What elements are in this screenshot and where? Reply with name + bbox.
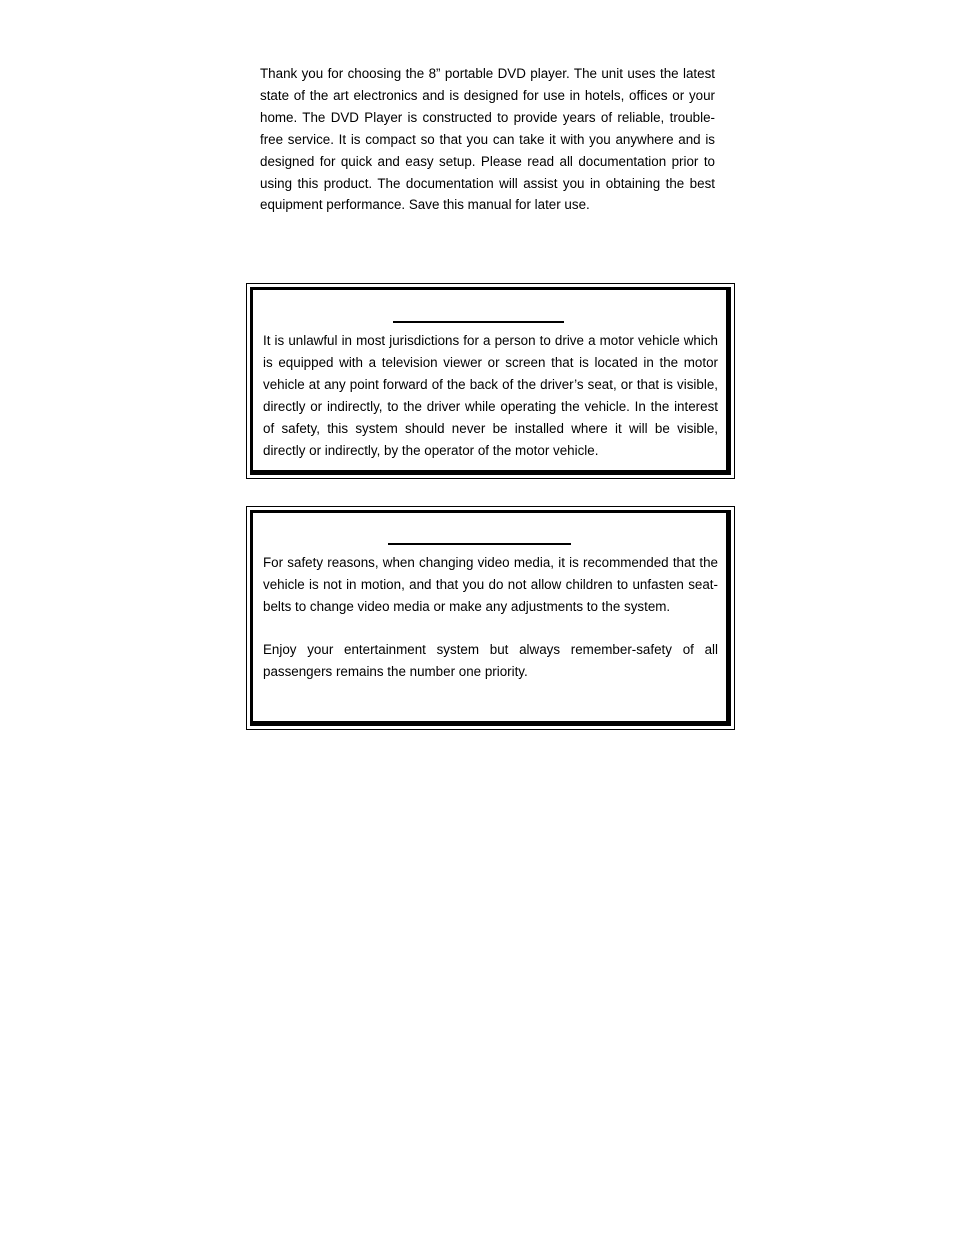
safety-paragraph-2: Enjoy your entertainment system but always remember-safety of all passengers remains the number one priority. — [263, 642, 718, 680]
safety-heading-underline — [388, 543, 571, 545]
warning-box — [246, 283, 735, 479]
safety-paragraph-1: For safety reasons, when changing video media, it is recommended that the vehicle is not in motion, and that you do not allow children to unfasten seat-belts to change video media or make any adjustments to the system. — [263, 555, 718, 614]
safety-box — [246, 506, 735, 730]
paragraph-spacer — [263, 618, 718, 640]
safety-box-frame — [250, 510, 731, 726]
safety-text — [263, 552, 718, 683]
warning-heading-underline — [393, 321, 564, 323]
warning-box-frame — [250, 287, 731, 475]
warning-text: It is unlawful in most jurisdictions for a person to drive a motor vehicle which is equipped with a television viewer or screen that is located in the motor vehicle at any point forward of the back of the driver’s seat, or that is visible, directly or indirectly, to the driver while operating the vehicle. In the interest of safety, this system should never be installed where it will be visible, directly or indirectly, by the operator of the motor vehicle. — [263, 333, 718, 458]
intro-paragraph: Thank you for choosing the 8” portable DVD player. The unit uses the latest state of the art electronics and is designed for use in hotels, offices or your home. The DVD Player is constructed to provide years of reliable, trouble-free service. It is compact so that you can take it with you anywhere and is designed for quick and easy setup. Please read all documentation prior to using this product. The documentation will assist you in obtaining the best equipment performance. Save this manual for later use. — [260, 66, 715, 213]
